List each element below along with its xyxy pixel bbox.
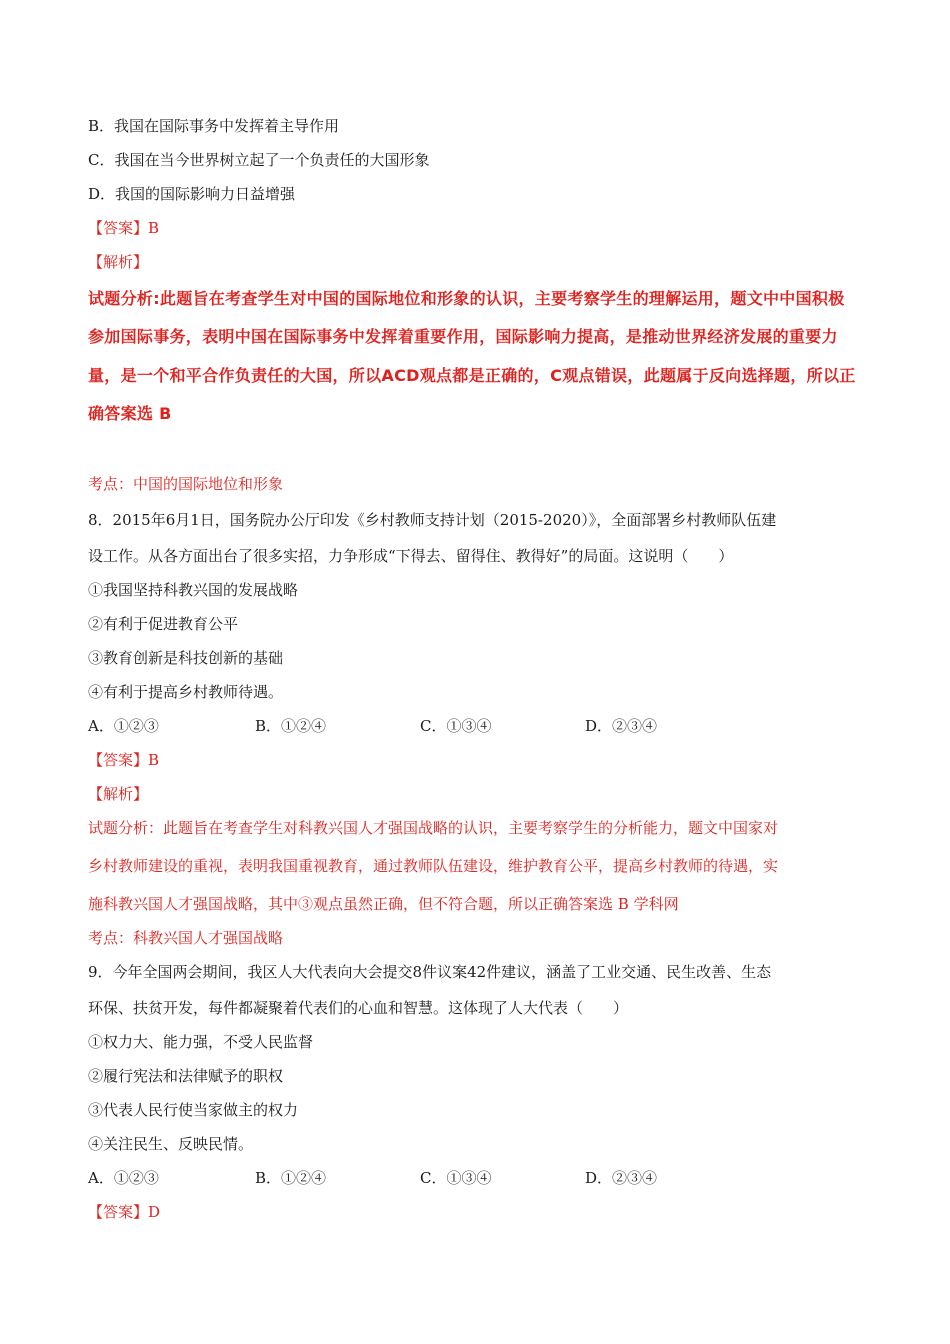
- answer-value: B: [148, 751, 160, 769]
- q9-choice-c: C．①③④: [420, 1169, 492, 1187]
- q8-choice-d: D．②③④: [585, 717, 658, 735]
- q7-option-d: D．我国的国际影响力日益增强: [88, 185, 296, 203]
- q7-analysis-line: 试题分析:此题旨在考查学生对中国的国际地位和形象的认识，主要考察学生的理解运用，题文中中国积极: [88, 289, 845, 308]
- q8-item: ③教育创新是科技创新的基础: [88, 649, 284, 667]
- q8-item: ④有利于提高乡村教师待遇。: [88, 683, 284, 701]
- q8-kaodian: 考点：科教兴国人才强国战略: [88, 929, 284, 947]
- q7-analysis-line: 确答案选 B: [88, 404, 172, 423]
- q9-choice-b: B．①②④: [255, 1169, 327, 1187]
- q8-answer: [88, 750, 159, 770]
- answer-value: B: [148, 219, 160, 237]
- q9-item: ③代表人民行使当家做主的权力: [88, 1101, 299, 1119]
- q7-option-c: C．我国在当今世界树立起了一个负责任的大国形象: [88, 151, 430, 169]
- q8-analysis-line: 施科教兴国人才强国战略，其中③观点虽然正确，但不符合题，所以正确答案选 B 学科网: [88, 895, 679, 913]
- q7-analysis-line: 参加国际事务，表明中国在国际事务中发挥着重要作用，国际影响力提高，是推动世界经济发展的重要力: [88, 327, 838, 346]
- q7-analysis-tag: 【解析】: [88, 253, 149, 271]
- q7-kaodian: 考点：中国的国际地位和形象: [88, 475, 284, 493]
- q8-stem-line: 设工作。从各方面出台了很多实招，力争形成“下得去、留得住、教得好”的局面。这说明（ ）: [88, 547, 734, 565]
- answer-tag: 【答案】: [88, 751, 149, 769]
- q9-choice-a: A．①②③: [88, 1169, 159, 1187]
- answer-tag: 【答案】: [88, 219, 149, 237]
- q9-stem-line: 9．今年全国两会期间，我区人大代表向大会提交8件议案42件建议，涵盖了工业交通、民生改善、生态: [88, 963, 772, 981]
- q9-choice-d: D．②③④: [585, 1169, 658, 1187]
- answer-tag: 【答案】: [88, 1203, 149, 1221]
- q8-choice-b: B．①②④: [255, 717, 327, 735]
- q9-choices: [88, 1168, 788, 1188]
- q7-analysis-line: 量，是一个和平合作负责任的大国，所以ACD观点都是正确的，C观点错误，此题属于反向选择题，所以正: [88, 366, 856, 385]
- q9-item: ④关注民生、反映民情。: [88, 1135, 254, 1153]
- q8-analysis-line: 试题分析：此题旨在考查学生对科教兴国人才强国战略的认识，主要考察学生的分析能力，题文中国家对: [88, 819, 779, 837]
- q8-analysis-line: 乡村教师建设的重视，表明我国重视教育，通过教师队伍建设，维护教育公平，提高乡村教师的待遇，实: [88, 857, 779, 875]
- answer-value: D: [148, 1203, 161, 1221]
- q8-analysis-tag: 【解析】: [88, 785, 149, 803]
- q9-answer: [88, 1202, 160, 1222]
- q8-choice-c: C．①③④: [420, 717, 492, 735]
- q8-choice-a: A．①②③: [88, 717, 159, 735]
- q8-choices: [88, 716, 788, 736]
- q9-item: ②履行宪法和法律赋予的职权: [88, 1067, 284, 1085]
- q9-item: ①权力大、能力强，不受人民监督: [88, 1033, 314, 1051]
- q7-option-b: B．我国在国际事务中发挥着主导作用: [88, 117, 340, 135]
- q8-item: ①我国坚持科教兴国的发展战略: [88, 581, 299, 599]
- q7-answer: [88, 218, 159, 238]
- q8-stem-line: 8．2015年6月1日，国务院办公厅印发《乡村教师支持计划（2015-2020）》，全面部署乡村教师队伍建: [88, 511, 777, 529]
- q8-item: ②有利于促进教育公平: [88, 615, 239, 633]
- q9-stem-line: 环保、扶贫开发，每件都凝聚着代表们的心血和智慧。这体现了人大代表（ ）: [88, 999, 629, 1017]
